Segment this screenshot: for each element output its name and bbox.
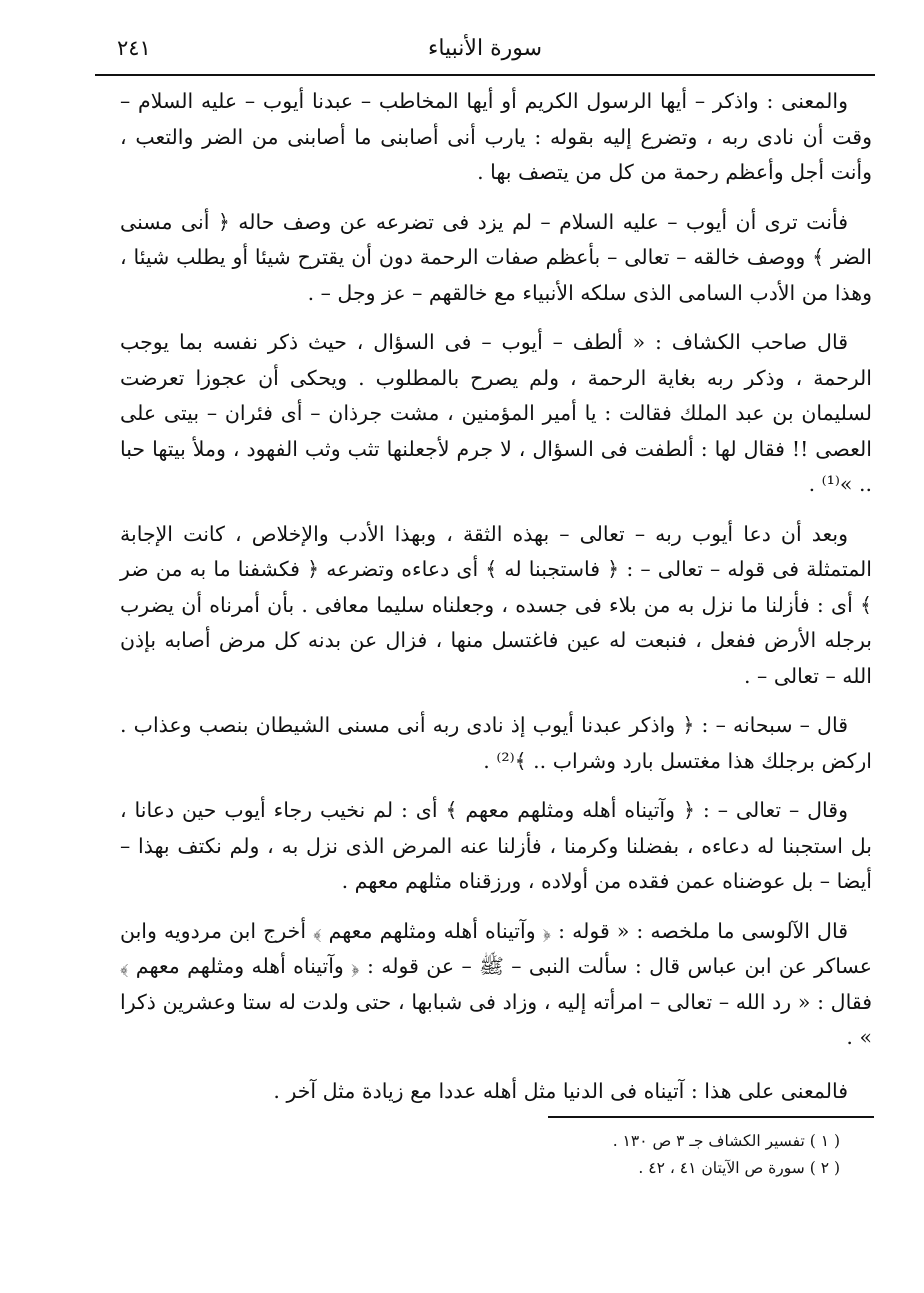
footnote-rule [548, 1116, 874, 1118]
paragraph: والمعنى : واذكر – أيها الرسول الكريم أو أيها المخاطب – عبدنا أيوب – عليه السلام – وقت أن نادى ربه ، وتضرع إليه بقوله : يارب أنى أصابنى ما أصابنى من الضر والتعب ، وأنت أجل وأعظم رحمة من كل من يتصف بها . [120, 89, 872, 184]
paragraph: قال – سبحانه – : ﴿ واذكر عبدنا أيوب إذ نادى ربه أنى مسنى الشيطان بنصب وعذاب . اركض برجلك هذا مغتسل بارد وشراب .. ﴾⁽²⁾ . [120, 713, 872, 773]
page-number: ٢٤١ [117, 36, 151, 60]
main-text [120, 84, 872, 1123]
running-title: سورة الأنبياء [427, 36, 543, 61]
paragraph: قال الآلوسى ما ملخصه : « قوله : ﴿ وآتيناه أهله ومثلهم معهم ﴾ أخرج ابن مردويه وابن عساكر عن ابن عباس قال : سألت النبى – ﷺ – عن قوله : ﴿ وآتيناه أهله ومثلهم معهم ﴾ فقال : « رد الله – تعالى – امرأته إليه ، وزاد فى شبابها ، حتى ولدت له ستا وعشرين ذكرا » . [120, 918, 872, 1049]
paragraph: وقال – تعالى – : ﴿ وآتيناه أهله ومثلهم معهم ﴾ أى : لم نخيب رجاء أيوب حين دعانا ، بل استجبنا له دعاءه ، بفضلنا وكرمنا ، فأزلنا عنه المرض الذى نزل به ، ولم نكتف بهذا – أيضا – بل عوضناه عمن فقده من أولاده ، ورزقناه مثلهم معهم . [120, 798, 872, 893]
paragraph: وبعد أن دعا أيوب ربه – تعالى – بهذه الثقة ، وبهذا الأدب والإخلاص ، كانت الإجابة المتمثلة فى قوله – تعالى – : ﴿ فاستجبنا له ﴾ أى دعاءه وتضرعه ﴿ فكشفنا ما به من ضر ﴾ أى : فأزلنا ما نزل به من بلاء فى جسده ، وجعلناه سليما معافى . بأن أمرناه أن يضرب برجله الأرض ففعل ، فنبعت له عين فاغتسل منها ، فزال عن بدنه كل مرض أصابه بإذن الله – تعالى – . [120, 521, 872, 688]
paragraph: قال صاحب الكشاف : « ألطف – أيوب – فى السؤال ، حيث ذكر نفسه بما يوجب الرحمة ، وذكر ربه بغاية الرحمة ، ولم يصرح بالمطلوب . ويحكى أن عجوزا تعرضت لسليمان بن عبد الملك فقالت : يا أمير المؤمنين ، مشت جرذان – أى فئران – بيتى على العصى !! فقال لها : ألطفت فى السؤال ، لا جرم لأجعلنها تثب وثب الفهود ، وملأ بيتها حبا .. »⁽¹⁾ . [120, 330, 872, 496]
page-header [95, 32, 875, 78]
paragraph: فالمعنى على هذا : آتيناه فى الدنيا مثل أهله عددا مع زيادة مثل آخر . [273, 1078, 848, 1103]
footnotes [400, 1128, 840, 1182]
footnote-1: ( ١ ) تفسير الكشاف جـ ٣ ص ١٣٠ . [612, 1132, 840, 1150]
paragraph: فأنت ترى أن أيوب – عليه السلام – لم يزد فى تضرعه عن وصف حاله ﴿ أنى مسنى الضر ﴾ ووصف خالقه – تعالى – بأعظم صفات الرحمة دون أن يقترح شيئا أو يطلب شيئا ، وهذا من الأدب السامى الذى سلكه الأنبياء مع خالقهم – عز وجل – . [120, 209, 872, 305]
header-rule [95, 74, 875, 76]
footnote-2: ( ٢ ) سورة ص الآيتان ٤١ ، ٤٢ . [638, 1159, 840, 1177]
